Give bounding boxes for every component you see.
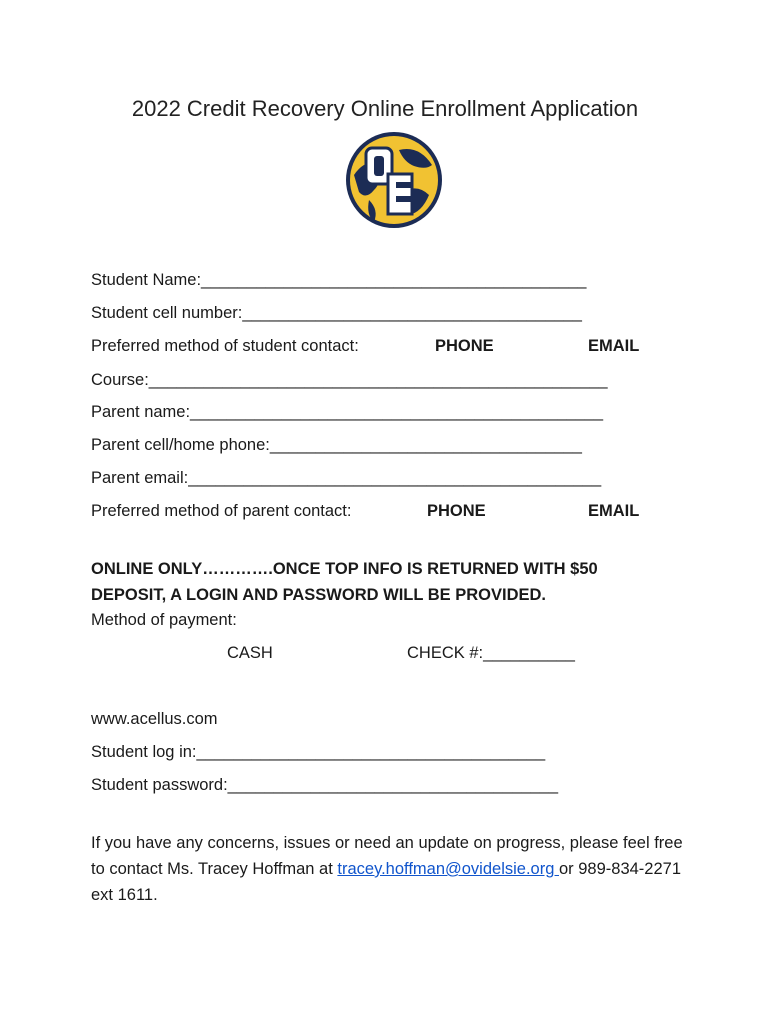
website-text: www.acellus.com — [91, 710, 218, 728]
parent-name-field[interactable]: Parent name:_____________________________________________ — [91, 403, 603, 421]
student-login-field[interactable]: Student log in:______________________________________ — [91, 743, 546, 761]
parent-contact-email[interactable]: EMAIL — [588, 502, 640, 520]
parent-contact-label: Preferred method of parent contact: — [91, 502, 352, 520]
parent-email-field[interactable]: Parent email:_____________________________________________ — [91, 469, 602, 487]
payment-check-option[interactable]: CHECK #:__________ — [407, 644, 575, 662]
parent-phone-field[interactable]: Parent cell/home phone:__________________________________ — [91, 436, 582, 454]
student-name-field[interactable]: Student Name:__________________________________________ — [91, 271, 587, 289]
payment-cash-option[interactable]: CASH — [227, 644, 273, 662]
notice-line-1: ONLINE ONLY………….ONCE TOP INFO IS RETURNED WITH $50 — [91, 560, 598, 578]
student-cell-field[interactable]: Student cell number:_____________________________________ — [91, 304, 582, 322]
parent-contact-phone[interactable]: PHONE — [427, 502, 486, 520]
course-field[interactable]: Course:__________________________________________________ — [91, 371, 608, 389]
contact-note-text-1: If you have any concerns, issues or need an update on progress, please feel free to contact Ms. Tracey Hoffman at — [91, 834, 683, 878]
student-password-field[interactable]: Student password:____________________________________ — [91, 776, 559, 794]
student-contact-label: Preferred method of student contact: — [91, 337, 359, 355]
contact-note — [91, 830, 691, 908]
page-title: 2022 Credit Recovery Online Enrollment Application — [131, 96, 639, 121]
student-contact-phone[interactable]: PHONE — [435, 337, 494, 355]
oe-globe-logo-icon — [344, 130, 444, 230]
notice-line-2: DEPOSIT, A LOGIN AND PASSWORD WILL BE PROVIDED. — [91, 586, 546, 604]
payment-method-label: Method of payment: — [91, 611, 237, 629]
contact-note-text-2: or 989-834-2271 ext 1611. — [91, 860, 681, 904]
student-contact-email[interactable]: EMAIL — [588, 337, 640, 355]
contact-email-link[interactable]: tracey.hoffman@ovidelsie.org — [337, 860, 559, 878]
